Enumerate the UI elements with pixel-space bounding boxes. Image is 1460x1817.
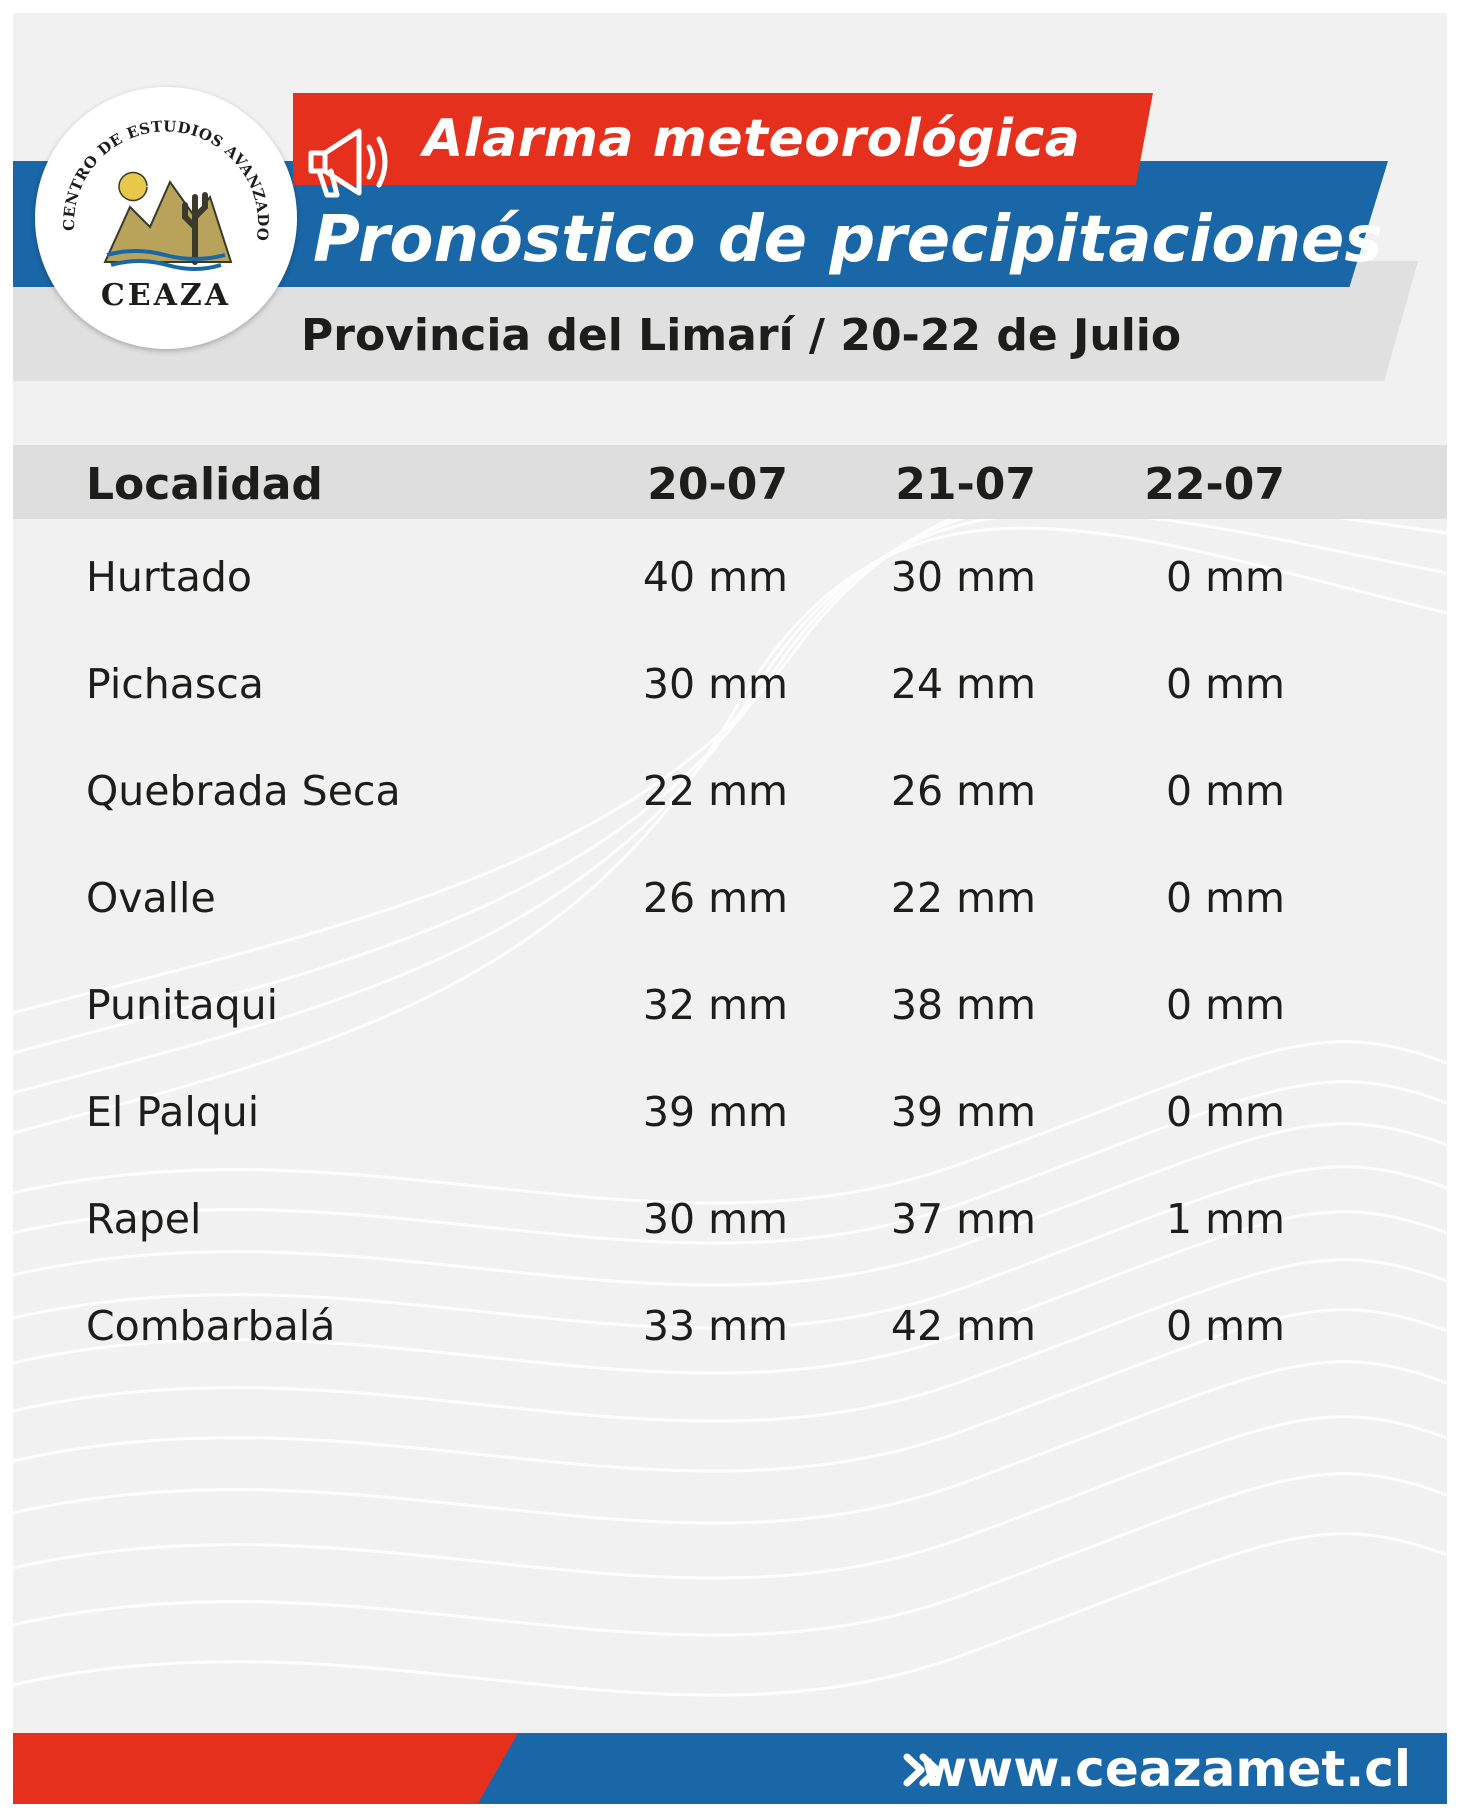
cell-localidad: Combarbalá (86, 1302, 336, 1350)
cell-day1: 22 mm (642, 767, 788, 815)
cell-localidad: Punitaqui (86, 981, 278, 1029)
cell-day3: 0 mm (1166, 553, 1285, 601)
cell-localidad: El Palqui (86, 1088, 260, 1136)
cell-day1: 30 mm (642, 660, 788, 708)
cell-day2: 26 mm (890, 767, 1036, 815)
cell-day3: 0 mm (1166, 981, 1285, 1029)
cell-localidad: Ovalle (86, 874, 216, 922)
website-link[interactable]: www.ceazamet.cl (920, 1740, 1411, 1798)
infographic-card (13, 13, 1447, 1804)
cell-day3: 0 mm (1166, 1088, 1285, 1136)
column-header-day1: 20-07 (647, 459, 788, 510)
subtitle: Provincia del Limarí / 20-22 de Julio (301, 310, 1182, 361)
logo-ring-text: CENTRO DE ESTUDIOS AVANZADO (59, 117, 273, 243)
megaphone-icon (303, 113, 403, 201)
main-title: Pronóstico de precipitaciones (313, 203, 1383, 277)
cell-localidad: Quebrada Seca (86, 767, 401, 815)
cell-day2: 38 mm (890, 981, 1036, 1029)
cell-day3: 0 mm (1166, 767, 1285, 815)
cell-localidad: Rapel (86, 1195, 202, 1243)
ceaza-logo (35, 87, 297, 349)
cell-day1: 40 mm (642, 553, 788, 601)
logo-name: CEAZA (100, 278, 232, 313)
column-header-day3: 22-07 (1144, 459, 1285, 510)
cell-day2: 39 mm (890, 1088, 1036, 1136)
cell-day3: 0 mm (1166, 874, 1285, 922)
cell-day3: 0 mm (1166, 1302, 1285, 1350)
cell-day2: 37 mm (890, 1195, 1036, 1243)
cell-day1: 30 mm (642, 1195, 788, 1243)
cell-day2: 22 mm (890, 874, 1036, 922)
alarm-title: Alarma meteorológica (423, 109, 1081, 169)
cell-day3: 0 mm (1166, 660, 1285, 708)
cell-day1: 26 mm (642, 874, 788, 922)
column-header-localidad: Localidad (86, 459, 323, 510)
cell-day2: 24 mm (890, 660, 1036, 708)
footer-red-accent (13, 1733, 518, 1804)
cell-day3: 1 mm (1166, 1195, 1285, 1243)
cell-day2: 30 mm (890, 553, 1036, 601)
cell-day1: 39 mm (642, 1088, 788, 1136)
cell-day1: 33 mm (642, 1302, 788, 1350)
column-header-day2: 21-07 (895, 459, 1036, 510)
cell-localidad: Pichasca (86, 660, 264, 708)
cell-localidad: Hurtado (86, 553, 252, 601)
cell-day1: 32 mm (642, 981, 788, 1029)
cell-day2: 42 mm (890, 1302, 1036, 1350)
